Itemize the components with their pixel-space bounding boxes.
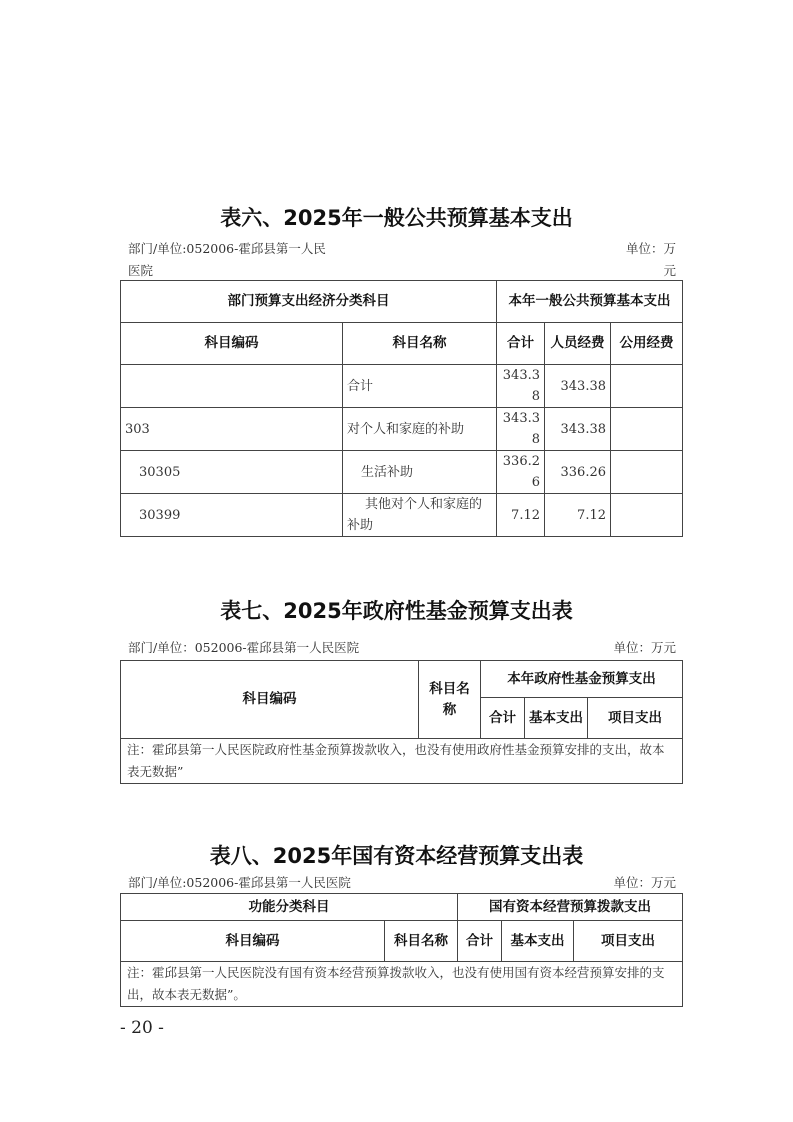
table6-header-group-right: 本年一般公共预算基本支出 [497, 281, 683, 323]
table6-title: 表六、2025年一般公共预算基本支出 [220, 206, 573, 230]
cell-personnel: 343.38 [545, 365, 611, 408]
table7 [120, 660, 683, 784]
cell-public [611, 451, 683, 494]
table6-col-personnel: 人员经费 [545, 323, 611, 365]
table8-col-name: 科目名称 [385, 921, 458, 962]
cell-name: 合计 [343, 365, 497, 408]
table7-dept: 部门/单位：052006-霍邱县第一人民医院 [128, 640, 360, 655]
cell-public [611, 408, 683, 451]
table8-col-project: 项目支出 [574, 921, 683, 962]
table6-header-group-left: 部门预算支出经济分类科目 [121, 281, 497, 323]
cell-personnel: 336.26 [545, 451, 611, 494]
table7-col-project: 项目支出 [588, 698, 683, 739]
cell-name: 其他对个人和家庭的补助 [343, 494, 497, 537]
table6-col-name: 科目名称 [343, 323, 497, 365]
cell-personnel: 343.38 [545, 408, 611, 451]
table6-col-code: 科目编码 [121, 323, 343, 365]
table8-header-group-left: 功能分类科目 [121, 894, 458, 921]
table7-title: 表七、2025年政府性基金预算支出表 [220, 599, 573, 623]
table8 [120, 893, 683, 1007]
table8-note: 注：霍邱县第一人民医院没有国有资本经营预算拨款收入，也没有使用国有资本经营预算安排的支出，故本表无数据”。 [121, 962, 683, 1007]
table-row [121, 365, 683, 408]
table8-dept: 部门/单位:052006-霍邱县第一人民医院 [128, 875, 351, 890]
table7-header-group-right: 本年政府性基金预算支出 [481, 661, 683, 698]
cell-code: 30305 [121, 451, 343, 494]
table8-title: 表八、2025年国有资本经营预算支出表 [209, 844, 584, 868]
table6-unit: 单位：万元 [625, 241, 676, 278]
cell-name: 生活补助 [343, 451, 497, 494]
cell-total: 343.38 [497, 408, 545, 451]
cell-code: 30399 [121, 494, 343, 537]
cell-public [611, 494, 683, 537]
table7-note: 注：霍邱县第一人民医院政府性基金预算拨款收入，也没有使用政府性基金预算安排的支出，故本表无数据” [121, 739, 683, 784]
table-row [121, 494, 683, 537]
table7-col-basic: 基本支出 [525, 698, 588, 739]
cell-total: 7.12 [497, 494, 545, 537]
table6-dept: 部门/单位:052006-霍邱县第一人民医院 [128, 241, 326, 278]
cell-total: 343.38 [497, 365, 545, 408]
table6 [120, 280, 683, 537]
table8-col-total: 合计 [458, 921, 502, 962]
page-number: - 20 - [120, 1018, 164, 1038]
cell-total: 336.26 [497, 451, 545, 494]
table7-col-code: 科目编码 [121, 661, 419, 739]
cell-code [121, 365, 343, 408]
table6-col-public: 公用经费 [611, 323, 683, 365]
table7-unit: 单位：万元 [613, 640, 676, 655]
table6-col-total: 合计 [497, 323, 545, 365]
table8-col-code: 科目编码 [121, 921, 385, 962]
table8-col-basic: 基本支出 [502, 921, 574, 962]
cell-name: 对个人和家庭的补助 [343, 408, 497, 451]
table8-header-group-right: 国有资本经营预算拨款支出 [458, 894, 683, 921]
table7-col-name: 科目名称 [419, 661, 481, 739]
table-row [121, 451, 683, 494]
table7-col-total: 合计 [481, 698, 525, 739]
cell-public [611, 365, 683, 408]
cell-code: 303 [121, 408, 343, 451]
cell-personnel: 7.12 [545, 494, 611, 537]
table-row [121, 408, 683, 451]
table8-unit: 单位：万元 [613, 875, 676, 890]
